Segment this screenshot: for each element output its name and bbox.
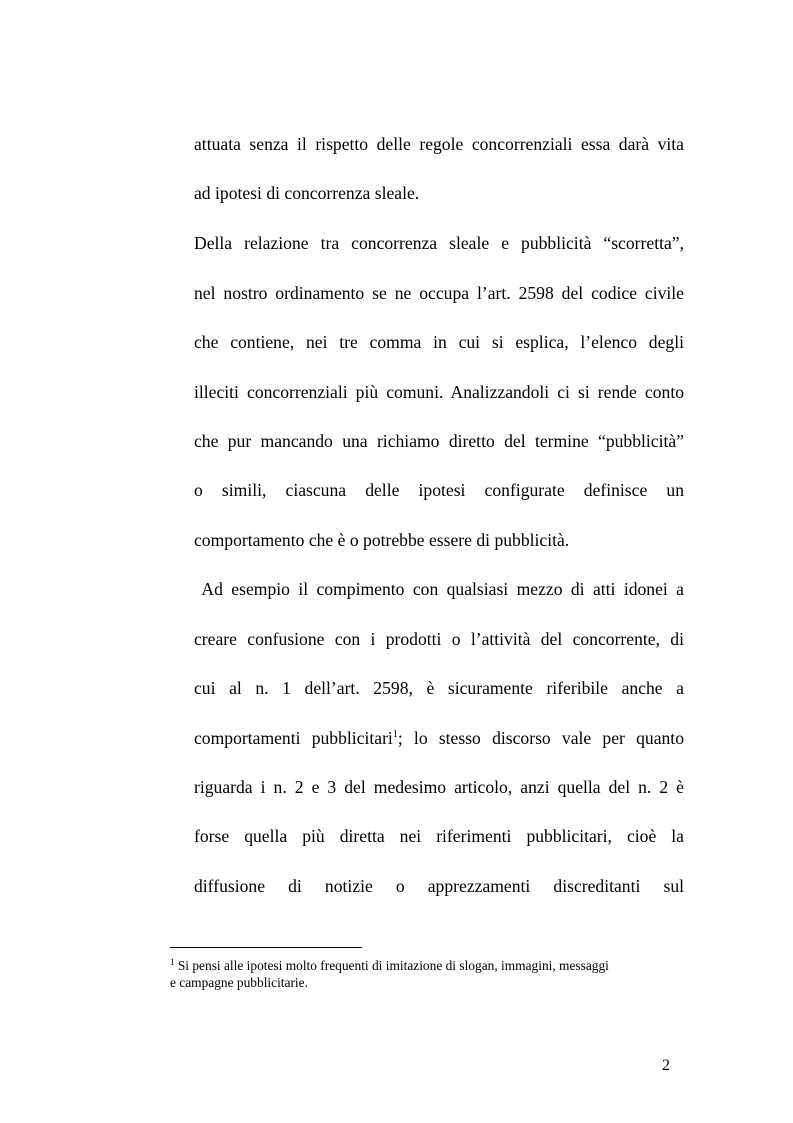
footnote-reference[interactable]: 1 [392,729,398,740]
footnote-line-1 [170,957,609,974]
body-line-1: attuata senza il rispetto delle regole concorrenziali essa darà vita [194,134,684,154]
body-line-6: illeciti concorrenziali più comuni. Analizzandoli ci si rende conto [194,382,684,402]
footnote-text-1: Si pensi alle ipotesi molto frequenti di imitazione di slogan, immagini, messaggi [174,958,609,973]
body-line-13-start: comportamenti pubblicitari [194,728,393,748]
body-line-4: nel nostro ordinamento se ne occupa l’art. 2598 del codice civile [194,283,684,303]
body-line-15: forse quella più diretta nei riferimenti pubblicitari, cioè la [194,826,684,846]
body-line-7: che pur mancando una richiamo diretto del termine “pubblicità” [194,431,684,451]
body-line-9: comportamento che è o potrebbe essere di pubblicità. [194,530,570,550]
footnote-separator [170,947,362,948]
page-number: 2 [662,1057,670,1074]
footnote-line-2: e campagne pubblicitarie. [170,975,308,990]
body-line-3: Della relazione tra concorrenza sleale e pubblicità “scorretta”, [194,233,684,253]
body-line-8: o simili, ciascuna delle ipotesi configurate definisce un [194,480,684,500]
body-line-13-end: ; lo stesso discorso vale per quanto [397,728,684,748]
body-line-12: cui al n. 1 dell’art. 2598, è sicuramente riferibile anche a [194,678,684,698]
body-line-11: creare confusione con i prodotti o l’attività del concorrente, di [194,629,684,649]
body-line-14: riguarda i n. 2 e 3 del medesimo articolo, anzi quella del n. 2 è [194,777,684,797]
body-line-16: diffusione di notizie o apprezzamenti discreditanti sul [194,876,684,896]
body-line-10: Ad esempio il compimento con qualsiasi mezzo di atti idonei a [194,579,684,599]
body-line-13 [194,727,684,749]
body-line-2: ad ipotesi di concorrenza sleale. [194,183,420,203]
footnote-marker: 1 [170,957,175,967]
body-line-5: che contiene, nei tre comma in cui si esplica, l’elenco degli [194,332,684,352]
